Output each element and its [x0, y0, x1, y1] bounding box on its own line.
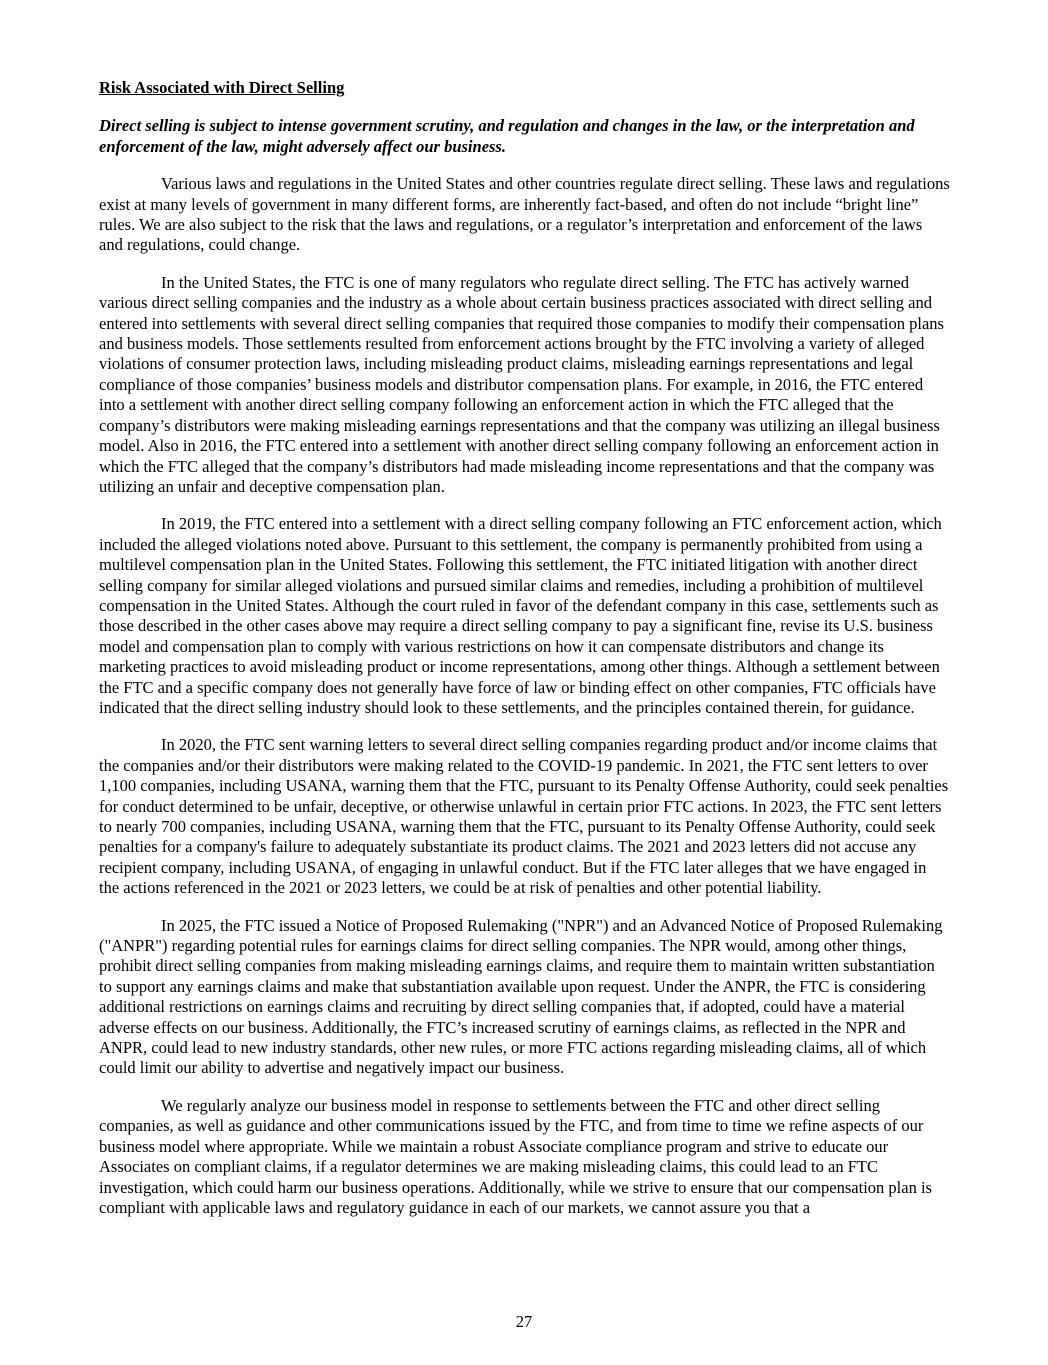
page-number: 27: [515, 1312, 533, 1331]
paragraph-2019-settlement: In 2019, the FTC entered into a settlement with a direct selling company following an FTC enforcement action, which included the alleged violations noted above. Pursuant to this settlement, the company is permanently prohibited from using a multilevel compensation plan in the United States. Following this settlement, the FTC initiated litigation with another direct selling company for similar alleged violations and pursued similar claims and remedies, including a prohibition of multilevel compensation in the United States. Although the court ruled in favor of the defendant company in this case, settlements such as those described in the other cases above may require a direct selling company to pay a significant fine, revise its U.S. business model and compensation plan to comply with various restrictions on how it can compensate distributors and change its marketing practices to avoid misleading product or income representations, among other things. Although a settlement between the FTC and a specific company does not generally have force of law or binding effect on other companies, FTC officials have indicated that the direct selling industry should look to these settlements, and the principles contained therein, for guidance.: [99, 514, 942, 717]
risk-subheading: Direct selling is subject to intense government scrutiny, and regulation and changes in the law, or the interpretation and enforcement of the law, might adversely affect our business.: [99, 116, 915, 156]
section-heading: Risk Associated with Direct Selling: [99, 78, 345, 97]
paragraph-various-laws: Various laws and regulations in the United States and other countries regulate direct selling. These laws and regulations exist at many levels of government in many different forms, are inherently fact-based, and often do not include “bright line” rules. We are also subject to the risk that the laws and regulations, or a regulator’s interpretation and enforcement of the laws and regulations, could change.: [99, 174, 950, 255]
paragraph-ftc-regulators: In the United States, the FTC is one of many regulators who regulate direct selling. The FTC has actively warned various direct selling companies and the industry as a whole about certain business practices associated with direct selling and entered into settlements with several direct selling companies that required those companies to modify their compensation plans and business models. Those settlements resulted from enforcement actions brought by the FTC involving a variety of alleged violations of consumer protection laws, including misleading product claims, misleading earnings representations and legal compliance of those companies’ business models and distributor compensation plans. For example, in 2016, the FTC entered into a settlement with another direct selling company following an enforcement action in which the FTC alleged that the company’s distributors were making misleading earnings representations and that the company was utilizing an illegal business model. Also in 2016, the FTC entered into a settlement with another direct selling company following an enforcement action in which the FTC alleged that the company’s distributors had made misleading income representations and that the company was utilizing an unfair and deceptive compensation plan.: [99, 272, 944, 496]
paragraph-business-model-analysis: We regularly analyze our business model in response to settlements between the FTC and other direct selling companies, as well as guidance and other communications issued by the FTC, and from time to time we refine aspects of our business model where appropriate. While we maintain a robust Associate compliance program and strive to educate our Associates on compliant claims, if a regulator determines we are making misleading claims, this could lead to an FTC investigation, which could harm our business operations. Additionally, while we strive to ensure that our compensation plan is compliant with applicable laws and regulatory guidance in each of our markets, we cannot assure you that a: [99, 1095, 932, 1217]
paragraph-2025-rulemaking: In 2025, the FTC issued a Notice of Proposed Rulemaking ("NPR") and an Advanced Notice of Proposed Rulemaking ("ANPR") regarding potential rules for earnings claims for direct selling companies. The NPR would, among other things, prohibit direct selling companies from making misleading earnings claims, and require them to maintain written substantiation to support any earnings claims and make that substantiation available upon request. Under the ANPR, the FTC is considering additional restrictions on earnings claims and recruiting by direct selling companies that, if adopted, could have a material adverse effects on our business. Additionally, the FTC’s increased scrutiny of earnings claims, as reflected in the NPR and ANPR, could lead to new industry standards, other new rules, or more FTC actions regarding misleading claims, all of which could limit our ability to advertise and negatively impact our business.: [99, 915, 943, 1078]
paragraph-warning-letters: In 2020, the FTC sent warning letters to several direct selling companies regarding product and/or income claims that the companies and/or their distributors were making related to the COVID-19 pandemic. In 2021, the FTC sent letters to over 1,100 companies, including USANA, warning them that the FTC, pursuant to its Penalty Offense Authority, could seek penalties for conduct determined to be unfair, deceptive, or otherwise unlawful in certain prior FTC actions. In 2023, the FTC sent letters to nearly 700 companies, including USANA, warning them that the FTC, pursuant to its Penalty Offense Authority, could seek penalties for a company's failure to adequately substantiate its product claims. The 2021 and 2023 letters did not accuse any recipient company, including USANA, of engaging in unlawful conduct. But if the FTC later alleges that we have engaged in the actions referenced in the 2021 or 2023 letters, we could be at risk of penalties and other potential liability.: [99, 735, 949, 898]
